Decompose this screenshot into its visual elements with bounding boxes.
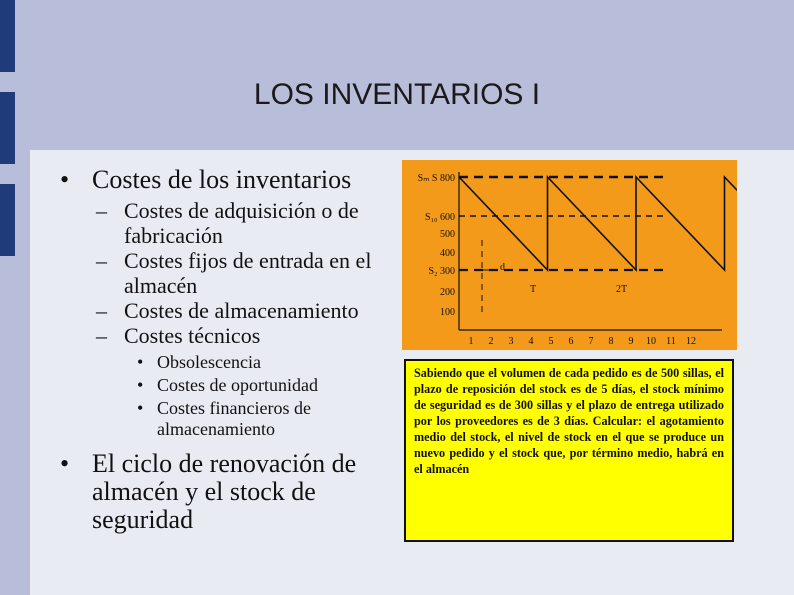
- x-tick-label: 8: [608, 336, 614, 347]
- x-tick-label: 10: [646, 336, 656, 347]
- x-tick-label: 9: [628, 336, 634, 347]
- annotation-label: T: [530, 284, 537, 295]
- x-tick-label: 6: [568, 336, 574, 347]
- title-panel: [30, 0, 794, 150]
- x-tick-label: 11: [666, 336, 676, 347]
- x-tick-label: 4: [528, 336, 534, 347]
- sidebar-accent-1: [0, 0, 15, 72]
- subitem-adquisicion: – Costes de adquisición o de fabricación: [96, 198, 359, 248]
- inventory-chart-svg: [402, 160, 737, 350]
- subsubitem-oportunidad: • Costes de oportunidad: [137, 375, 318, 395]
- x-tick-label: 12: [686, 336, 696, 347]
- x-tick-label: 2: [488, 336, 494, 347]
- slide-title: LOS INVENTARIOS I: [253, 78, 541, 111]
- x-tick-label: 3: [508, 336, 514, 347]
- subsubitem-label: Costes financieros de almacenamiento: [157, 398, 311, 439]
- subitem-label: Costes de adquisición o de fabricación: [124, 198, 359, 248]
- inventory-chart: [402, 160, 737, 350]
- subitem-label: Costes de almacenamiento: [124, 298, 359, 323]
- subitem-label: Costes técnicos: [124, 323, 261, 348]
- problem-text: Sabiendo que el volumen de cada pedido es de 500 sillas, el plazo de reposición del stock es de 5 días, el stock mínimo de seguridad es de 300 sillas y el plazo de entrega utilizado por los proveedores es de 3 días. Calcular: el agotamiento medio del stock, el nivel de stock en el que se produce un nuevo pedido y el stock que, por término medio, habrá en el almacén: [414, 366, 724, 476]
- annotation-label: 2T: [616, 284, 628, 295]
- subitem-label: Costes fijos de entrada en el almacén: [124, 248, 372, 298]
- subsubitem-obsolescencia: • Obsolescencia: [137, 352, 261, 372]
- subitem-almacenamiento: – Costes de almacenamiento: [96, 298, 359, 323]
- subsubitem-label: Costes de oportunidad: [157, 375, 318, 395]
- y-tick-label: 200: [440, 287, 455, 298]
- bullet-list: [50, 166, 390, 538]
- y-tick-label: 100: [440, 307, 455, 318]
- subitem-tecnicos: – Costes técnicos: [96, 323, 261, 348]
- subsubitem-label: Obsolescencia: [157, 352, 261, 372]
- annotation-label: d: [500, 262, 505, 273]
- y-tick-label: 400: [440, 248, 455, 259]
- x-tick-label: 1: [468, 336, 474, 347]
- y-tick-label: 500: [440, 229, 455, 240]
- y-tick-label: S₂ 300: [428, 266, 455, 277]
- x-tick-label: 7: [588, 336, 594, 347]
- subitem-fijos: – Costes fijos de entrada en el almacén: [96, 248, 372, 298]
- bullet-costes: • Costes de los inventarios: [50, 166, 390, 194]
- inventory-series-line: [459, 177, 737, 270]
- subsubitem-financieros: • Costes financieros de almacenamiento: [137, 398, 311, 439]
- y-tick-label: S₁₀ 600: [424, 212, 455, 223]
- y-tick-label: Sₘ S 800: [417, 173, 455, 184]
- bullet-ciclo: • El ciclo de renovación de almacén y el stock de seguridad: [50, 450, 390, 534]
- x-tick-label: 5: [548, 336, 554, 347]
- problem-textbox: [404, 359, 734, 542]
- sidebar-accent-3: [0, 184, 15, 256]
